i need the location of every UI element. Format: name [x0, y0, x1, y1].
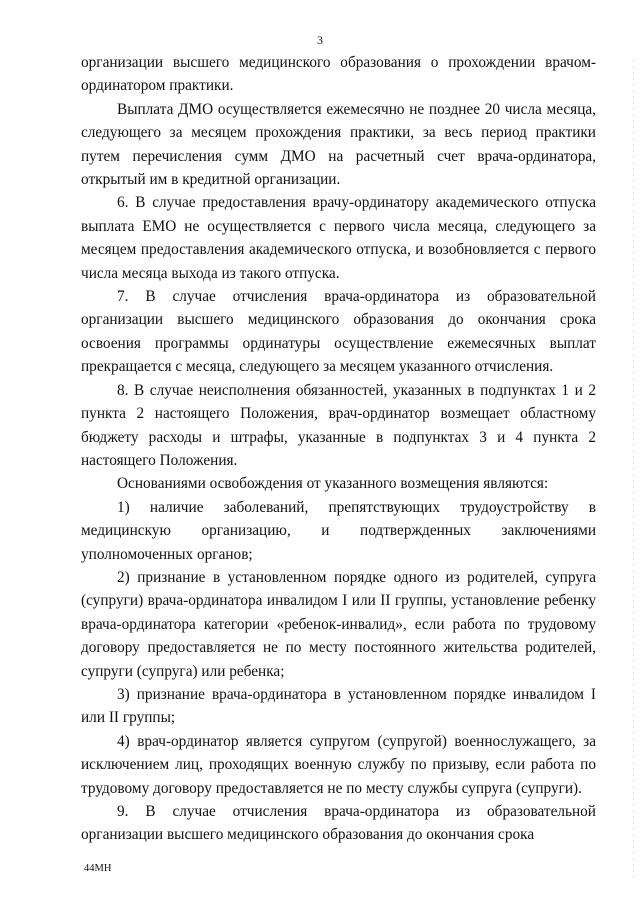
paragraph-continuation: организации высшего медицинского образования о прохождении врачом-ординатором практики. [81, 54, 596, 95]
footer-code: 44МН [84, 863, 112, 874]
body-text [81, 51, 596, 847]
paragraph-subitem-4: 4) врач-ординатор является супругом (супругой) военнослужащего, за исключением лиц, проходящих военную службу по призыву, если работа по трудовому договору предоставляется не по месту службы супруга (супруги). [81, 732, 596, 797]
paragraph-exemption-intro: Основаниями освобождения от указанного возмещения являются: [117, 475, 549, 493]
scan-edge-mark [633, 60, 634, 880]
paragraph-dmo-payment: Выплата ДМО осуществляется ежемесячно не позднее 20 числа месяца, следующего за месяцем прохождения практики, за весь период практики путем перечисления сумм ДМО на расчетный счет врача-ординатора, открытый им в кредитной организации. [81, 100, 596, 189]
paragraph-item-9: 9. В случае отчисления врача-ординатора из образовательной организации высшего медицинского образования до окончания срока [81, 803, 596, 844]
paragraph-item-6: 6. В случае предоставления врачу-ординатору академического отпуска выплата ЕМО не осуществляется с первого числа месяца, следующего за месяцем предоставления академического отпуска, и возобновляется с первого числа месяца выхода из такого отпуска. [81, 194, 596, 282]
paragraph-subitem-3: 3) признание врача-ординатора в установленном порядке инвалидом I или II группы; [81, 685, 596, 727]
paragraph-subitem-2: 2) признание в установленном порядке одного из родителей, супруга (супруги) врача-ординатора инвалидом I или II группы, установление ребенку врача-ординатора категории «ребенок-инвалид», если работа по трудовому договору предоставляется не по месту постоянного жительства родителей, супруги (супруга) или ребенка; [81, 568, 596, 680]
paragraph-item-8: 8. В случае неисполнения обязанностей, указанных в подпунктах 1 и 2 пункта 2 настоящего Положения, врач-ординатор возмещает областному бюджету расходы и штрафы, указанные в подпунктах 3 и 4 пункта 2 настоящего Положения. [81, 381, 596, 469]
paragraph-subitem-1: 1) наличие заболеваний, препятствующих трудоустройству в медицинскую организацию, и подтвержденных заключениями уполномоченных органов; [81, 498, 596, 563]
page-number: 3 [317, 33, 323, 47]
paragraph-item-7: 7. В случае отчисления врача-ординатора из образовательной организации высшего медицинского образования до окончания срока освоения программы ординатуры осуществление ежемесячных выплат прекращается с месяца, следующего за месяцем указанного отчисления. [81, 288, 596, 376]
